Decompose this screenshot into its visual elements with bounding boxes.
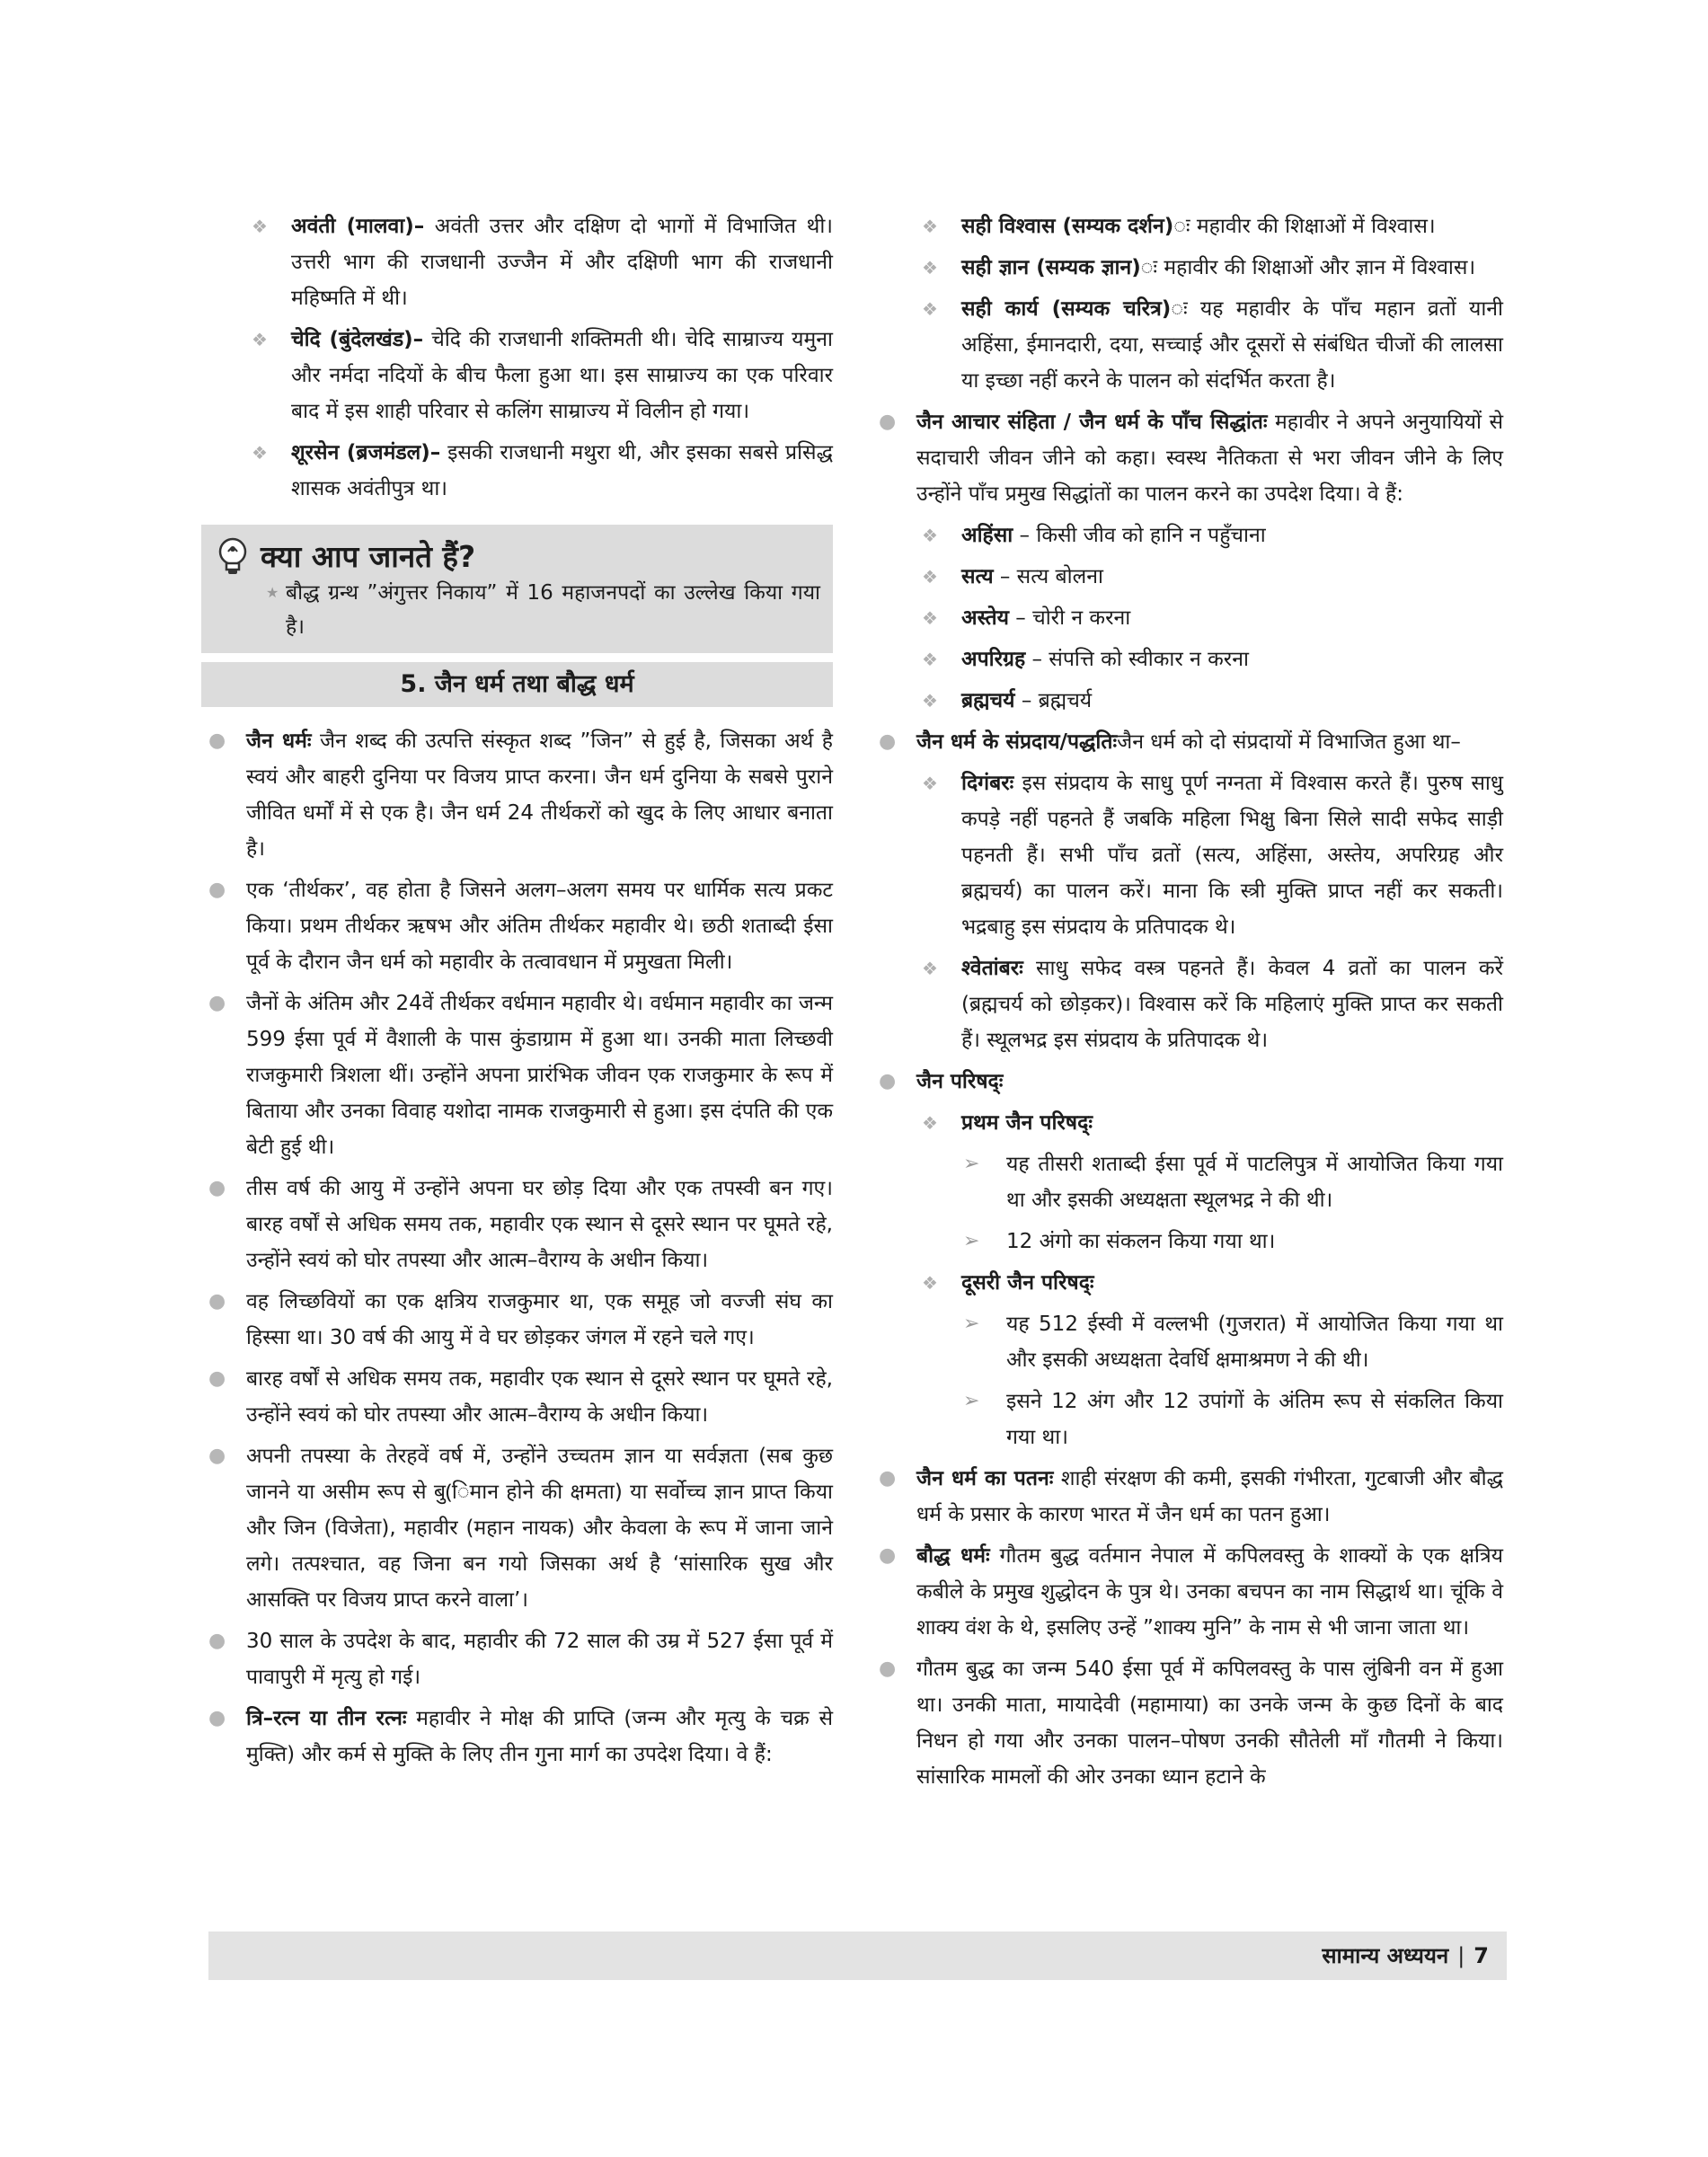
arrow-bullet-icon: ➢ xyxy=(963,1153,980,1175)
diamond-bullet-icon: ❖ xyxy=(922,958,938,979)
list-item: ❖ सही विश्वास (सम्यक दर्शन)ः महावीर की शिक्षाओं में विश्वास। xyxy=(872,208,1503,244)
bullet-dot-icon: ● xyxy=(208,1445,226,1467)
diamond-bullet-icon: ❖ xyxy=(252,442,268,464)
arrow-bullet-icon: ➢ xyxy=(963,1313,980,1335)
arrow-bullet-icon: ➢ xyxy=(963,1230,980,1252)
list-item: ➢ यह तीसरी शताब्दी ईसा पूर्व में पाटलिपुत्र में आयोजित किया गया था और इसकी अध्यक्षता स्थूलभद्र ने की थी। xyxy=(872,1146,1503,1218)
did-you-know-item: ★ बौद्ध ग्रन्थ ”अंगुत्तर निकाय” में 16 महाजनपदों का उल्लेख किया गया है। xyxy=(214,576,820,644)
diamond-bullet-icon: ❖ xyxy=(252,216,268,237)
list-item: ➢ इसने 12 अंग और 12 उपांगों के अंतिम रूप से संकलित किया गया था। xyxy=(872,1383,1503,1455)
list-item: ● तीस वर्ष की आयु में उन्होंने अपना घर छोड़ दिया और एक तपस्वी बन गए। बारह वर्षों से अधिक समय तक, महावीर एक स्थान से दूसरे स्थान पर घूमते रहे, उन्होंने स्वयं को घोर तपस्या और आत्म–वैराग्य के अधीन किया। xyxy=(201,1171,833,1278)
list-item: ● जैन धर्म का पतनः शाही संरक्षण की कमी, इसकी गंभीरता, गुटबाजी और बौद्ध धर्म के प्रसार के कारण भारत में जैन धर्म का पतन हुआ। xyxy=(872,1461,1503,1533)
diamond-bullet-icon: ❖ xyxy=(922,1112,938,1134)
lightbulb-icon xyxy=(214,536,252,576)
did-you-know-title: क्या आप जानते हैं? xyxy=(261,539,476,574)
bullet-dot-icon: ● xyxy=(208,1290,226,1313)
list-item: ❖ सही ज्ञान (सम्यक ज्ञान)ः महावीर की शिक्षाओं और ज्ञान में विश्वास। xyxy=(872,250,1503,286)
list-item: ❖ अस्तेय – चोरी न करना xyxy=(872,600,1503,636)
list-item: ● गौतम बुद्ध का जन्म 540 ईसा पूर्व में कपिलवस्तु के पास लुंबिनी वन में हुआ था। उनकी माता, मायादेवी (महामाया) का उनके जन्म के कुछ दिनों के बाद निधन हो गया और उनका पालन–पोषण उनकी सौतेली माँ गौतमी ने किया। सांसारिक मामलों की ओर उनका ध्यान हटाने के xyxy=(872,1651,1503,1795)
diamond-bullet-icon: ❖ xyxy=(922,525,938,546)
left-column xyxy=(201,208,833,1778)
list-item: ● जैनों के अंतिम और 24वें तीर्थकर वर्धमान महावीर थे। वर्धमान महावीर का जन्म 599 ईसा पूर्व में वैशाली के पास कुंडाग्राम में हुआ था। उनकी माता लिच्छवी राजकुमारी त्रिशला थीं। उन्होंने अपना प्रारंभिक जीवन एक राजकुमार के रूप में बिताया और उनका विवाह यशोदा नामक राजकुमारी से हुआ। इस दंपति की एक बेटी हुई थी। xyxy=(201,986,833,1165)
bullet-dot-icon: ● xyxy=(879,1544,897,1567)
bullet-dot-icon: ● xyxy=(208,879,226,901)
list-item: ● 30 साल के उपदेश के बाद, महावीर की 72 साल की उम्र में 527 ईसा पूर्व में पावापुरी में मृत्यु हो गई। xyxy=(201,1623,833,1695)
page-footer xyxy=(208,1932,1507,1980)
bullet-dot-icon: ● xyxy=(208,729,226,752)
list-item: ● वह लिच्छवियों का एक क्षत्रिय राजकुमार था, एक समूह जो वज्जी संघ का हिस्सा था। 30 वर्ष की आयु में वे घर छोड़कर जंगल में रहने चले गए। xyxy=(201,1284,833,1356)
diamond-bullet-icon: ❖ xyxy=(252,329,268,350)
footer-separator: | xyxy=(1457,1943,1465,1968)
bullet-dot-icon: ● xyxy=(208,1367,226,1390)
bullet-dot-icon: ● xyxy=(879,1070,897,1092)
list-item: ● बारह वर्षों से अधिक समय तक, महावीर एक स्थान से दूसरे स्थान पर घूमते रहे, उन्होंने स्वयं को घोर तपस्या और आत्म–वैराग्य के अधीन किया। xyxy=(201,1361,833,1433)
list-item: ❖ अपरिग्रह – संपत्ति को स्वीकार न करना xyxy=(872,641,1503,677)
list-item: ❖ सही कार्य (सम्यक चरित्र)ः यह महावीर के पाँच महान व्रतों यानी अहिंसा, ईमानदारी, दया, सच्चाई और दूसरों से संबंधित चीजों की लालसा या इच्छा नहीं करने के पालन को संदर्भित करता है। xyxy=(872,291,1503,399)
list-item: ● जैन धर्म के संप्रदाय/पद्धतिःजैन धर्म को दो संप्रदायों में विभाजित हुआ था– xyxy=(872,724,1503,760)
diamond-bullet-icon: ❖ xyxy=(922,298,938,320)
list-item: ❖ दूसरी जैन परिषद्ः xyxy=(872,1265,1503,1301)
list-item: ❖ प्रथम जैन परिषद्ः xyxy=(872,1105,1503,1141)
list-item: ● जैन परिषद्ः xyxy=(872,1064,1503,1100)
list-item: ➢ 12 अंगो का संकलन किया गया था। xyxy=(872,1224,1503,1260)
star-bullet-icon: ★ xyxy=(266,584,279,601)
bullet-dot-icon: ● xyxy=(208,1177,226,1199)
list-item: ➢ यह 512 ईस्वी में वल्लभी (गुजरात) में आयोजित किया गया था और इसकी अध्यक्षता देवर्धि क्षमाश्रमण ने की थी। xyxy=(872,1306,1503,1378)
bullet-dot-icon: ● xyxy=(879,730,897,753)
list-item: ❖ दिगंबरः इस संप्रदाय के साधु पूर्ण नग्नता में विश्वास करते हैं। पुरुष साधु कपड़े नहीं पहनते हैं जबकि महिला भिक्षु बिना सिले सादी सफेद साड़ी पहनती हैं। सभी पाँच व्रतों (सत्य, अहिंसा, अस्तेय, अपरिग्रह और ब्रह्मचर्य) का पालन करें। माना कि स्त्री मुक्ति प्राप्त नहीं कर सकती। भद्रबाहु इस संप्रदाय के प्रतिपादक थे। xyxy=(872,765,1503,945)
diamond-bullet-icon: ❖ xyxy=(922,773,938,794)
list-item: ● जैन आचार संहिता / जैन धर्म के पाँच सिद्धांतः महावीर ने अपने अनुयायियों से सदाचारी जीवन जीने को कहा। स्वस्थ नैतिकता से भरा जीवन जीने के लिए उन्होंने पाँच प्रमुख सिद्धांतों का पालन करने का उपदेश दिया। वे हैं: xyxy=(872,404,1503,512)
list-item: ❖ अहिंसा – किसी जीव को हानि न पहुँचाना xyxy=(872,517,1503,553)
diamond-bullet-icon: ❖ xyxy=(922,257,938,278)
arrow-bullet-icon: ➢ xyxy=(963,1390,980,1412)
list-item: ❖ चेदि (बुंदेलखंड)– चेदि की राजधानी शक्तिमती थी। चेदि साम्राज्य यमुना और नर्मदा नदियों के बीच फैला हुआ था। इस साम्राज्य का एक परिवार बाद में इस शाही परिवार से कलिंग साम्राज्य में विलीन हो गया। xyxy=(201,322,833,429)
list-item: ● एक ‘तीर्थकर’, वह होता है जिसने अलग–अलग समय पर धार्मिक सत्य प्रकट किया। प्रथम तीर्थकर ऋषभ और अंतिम तीर्थकर महावीर थे। छठी शताब्दी ईसा पूर्व के दौरान जैन धर्म को महावीर के तत्वावधान में प्रमुखता मिली। xyxy=(201,872,833,980)
diamond-bullet-icon: ❖ xyxy=(922,690,938,712)
list-item: ❖ श्वेतांबरः साधु सफेद वस्त्र पहनते हैं। केवल 4 व्रतों का पालन करें (ब्रह्मचर्य को छोड़कर)। विश्वास करें कि महिलाएं मुक्ति प्राप्त कर सकती हैं। स्थूलभद्र इस संप्रदाय के प्रतिपादक थे। xyxy=(872,950,1503,1058)
page-number: 7 xyxy=(1473,1943,1489,1968)
bullet-dot-icon: ● xyxy=(879,1658,897,1680)
bullet-dot-icon: ● xyxy=(208,1630,226,1652)
list-item: ❖ शूरसेन (ब्रजमंडल)– इसकी राजधानी मथुरा थी, और इसका सबसे प्रसिद्ध शासक अवंतीपुत्र था। xyxy=(201,435,833,507)
list-item: ● त्रि–रत्न या तीन रत्नः महावीर ने मोक्ष की प्राप्ति (जन्म और मृत्यु के चक्र से मुक्ति) और कर्म से मुक्ति के लिए तीन गुना मार्ग का उपदेश दिया। वे हैं: xyxy=(201,1701,833,1772)
bullet-dot-icon: ● xyxy=(208,992,226,1014)
diamond-bullet-icon: ❖ xyxy=(922,566,938,588)
list-item: ❖ अवंती (मालवा)– अवंती उत्तर और दक्षिण दो भागों में विभाजित थी। उत्तरी भाग की राजधानी उज्जैन में और दक्षिणी भाग की राजधानी महिष्मति में थी। xyxy=(201,208,833,316)
bullet-dot-icon: ● xyxy=(879,1467,897,1490)
footer-label: सामान्य अध्ययन xyxy=(1322,1943,1449,1968)
did-you-know-box xyxy=(201,525,833,653)
list-item: ● जैन धर्मः जैन शब्द की उत्पत्ति संस्कृत शब्द ”जिन” से हुई है, जिसका अर्थ है स्वयं और बाहरी दुनिया पर विजय प्राप्त करना। जैन धर्म दुनिया के सबसे पुराने जीवित धर्मों में से एक है। जैन धर्म 24 तीर्थकरों को खुद के लिए आधार बनाता है। xyxy=(201,723,833,867)
diamond-bullet-icon: ❖ xyxy=(922,216,938,237)
list-item: ❖ सत्य – सत्य बोलना xyxy=(872,559,1503,595)
bullet-dot-icon: ● xyxy=(879,411,897,433)
list-item: ● अपनी तपस्या के तेरहवें वर्ष में, उन्होंने उच्चतम ज्ञान या सर्वज्ञता (सब कुछ जानने या असीम रूप से बु(िमान होने की क्षमता) या सर्वोच्च ज्ञान प्राप्त किया और जिन (विजेता), महावीर (महान नायक) और केवला के रूप में जाना जाने लगे। तत्पश्चात, वह जिना बन गयो जिसका अर्थ है ‘सांसारिक सुख और आसक्ति पर विजय प्राप्त करने वाला’। xyxy=(201,1438,833,1618)
diamond-bullet-icon: ❖ xyxy=(922,607,938,629)
list-item: ● बौद्ध धर्मः गौतम बुद्ध वर्तमान नेपाल में कपिलवस्तु के शाक्यों के एक क्षत्रिय कबीले के प्रमुख शुद्धोदन के पुत्र थे। उनका बचपन का नाम सिद्धार्थ था। चूंकि वे शाक्य वंश के थे, इसलिए उन्हें ”शाक्य मुनि” के नाम से भी जाना जाता था। xyxy=(872,1538,1503,1646)
right-column xyxy=(872,208,1503,1800)
diamond-bullet-icon: ❖ xyxy=(922,1272,938,1294)
bullet-dot-icon: ● xyxy=(208,1707,226,1729)
section-title: 5. जैन धर्म तथा बौद्ध धर्म xyxy=(201,662,833,707)
diamond-bullet-icon: ❖ xyxy=(922,649,938,670)
list-item: ❖ ब्रह्मचर्य – ब्रह्मचर्य xyxy=(872,683,1503,719)
